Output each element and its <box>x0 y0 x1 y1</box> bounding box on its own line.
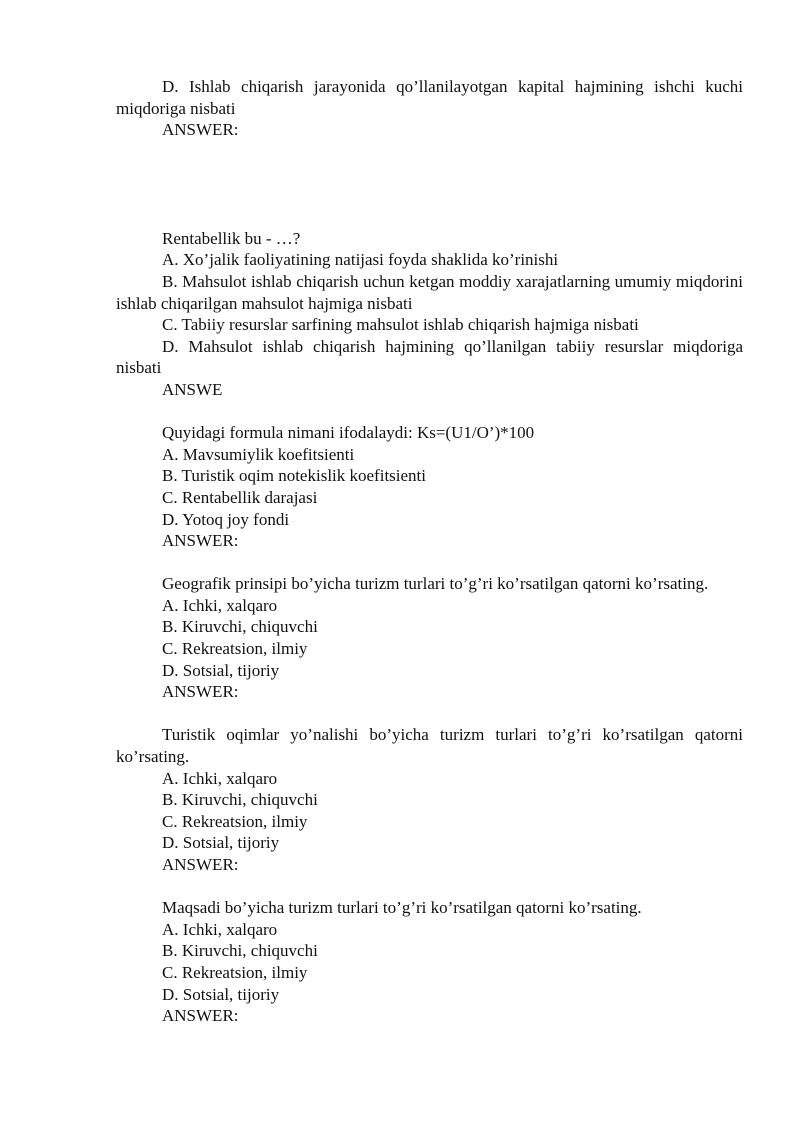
option-b: B. Kiruvchi, chiquvchi <box>162 617 318 637</box>
question-text: Rentabellik bu - …? <box>162 228 301 248</box>
option-c: C. Rekreatsion, ilmiy <box>162 811 308 831</box>
option-c: C. Tabiiy resurslar sarfining mahsulot ishlab chiqarish hajmiga nisbati <box>162 315 639 335</box>
answer-label: ANSWER: <box>162 1006 239 1026</box>
option-b: B. Kiruvchi, chiquvchi <box>162 790 318 810</box>
option-a: A. Ichki, xalqaro <box>162 768 278 788</box>
document-body <box>116 76 743 1027</box>
option-a: A. Ichki, xalqaro <box>162 595 278 615</box>
answer-label: ANSWE <box>162 379 223 399</box>
option-d: D. Yotoq joy fondi <box>162 509 290 529</box>
option-b: B. Kiruvchi, chiquvchi <box>162 941 318 961</box>
question-text: Turistik oqimlar yo’nalishi bo’yicha turizm turlari to’g’ri ko’rsatilgan qatorni ko’rsating. <box>116 725 743 767</box>
option-c: C. Rentabellik darajasi <box>162 487 318 507</box>
option-c: C. Rekreatsion, ilmiy <box>162 639 308 659</box>
option-c: C. Rekreatsion, ilmiy <box>162 962 308 982</box>
question-block-3 <box>116 422 743 552</box>
question-block-4 <box>116 573 743 703</box>
option-b: B. Turistik oqim notekislik koefitsienti <box>162 466 426 486</box>
question-text: Geografik prinsipi bo’yicha turizm turlari to’g’ri ko’rsatilgan qatorni ko’rsating. <box>162 574 709 594</box>
option-a: A. Ichki, xalqaro <box>162 919 278 939</box>
answer-label: ANSWER: <box>162 120 239 140</box>
question-block-5 <box>116 724 743 875</box>
question-text: Maqsadi bo’yicha turizm turlari to’g’ri ko’rsatilgan qatorni ko’rsating. <box>162 898 642 918</box>
option-a: A. Xo’jalik faoliyatining natijasi foyda shaklida ko’rinishi <box>162 250 559 270</box>
question-block-6 <box>116 897 743 1027</box>
option-d: D. Mahsulot ishlab chiqarish hajmining qo’llanilgan tabiiy resurslar miqdoriga nisbati <box>116 336 743 378</box>
option-d: D. Sotsial, tijoriy <box>162 833 280 853</box>
answer-label: ANSWER: <box>162 682 239 702</box>
option-d: D. Ishlab chiqarish jarayonida qo’llanilayotgan kapital hajmining ishchi kuchi miqdoriga nisbati <box>116 77 743 118</box>
question-block-1 <box>116 76 743 141</box>
answer-label: ANSWER: <box>162 855 239 874</box>
question-text: Quyidagi formula nimani ifodalaydi: Ks=(U1/O’)*100 <box>162 423 535 443</box>
option-b: B. Mahsulot ishlab chiqarish uchun ketgan moddiy xarajatlarning umumiy miqdorini ishlab chiqarilgan mahsulot hajmiga nisbati <box>116 271 743 313</box>
option-a: A. Mavsumiylik koefitsienti <box>162 444 355 464</box>
option-d: D. Sotsial, tijoriy <box>162 984 280 1004</box>
answer-label: ANSWER: <box>162 531 239 551</box>
question-block-2 <box>116 228 743 401</box>
option-d: D. Sotsial, tijoriy <box>162 660 280 680</box>
